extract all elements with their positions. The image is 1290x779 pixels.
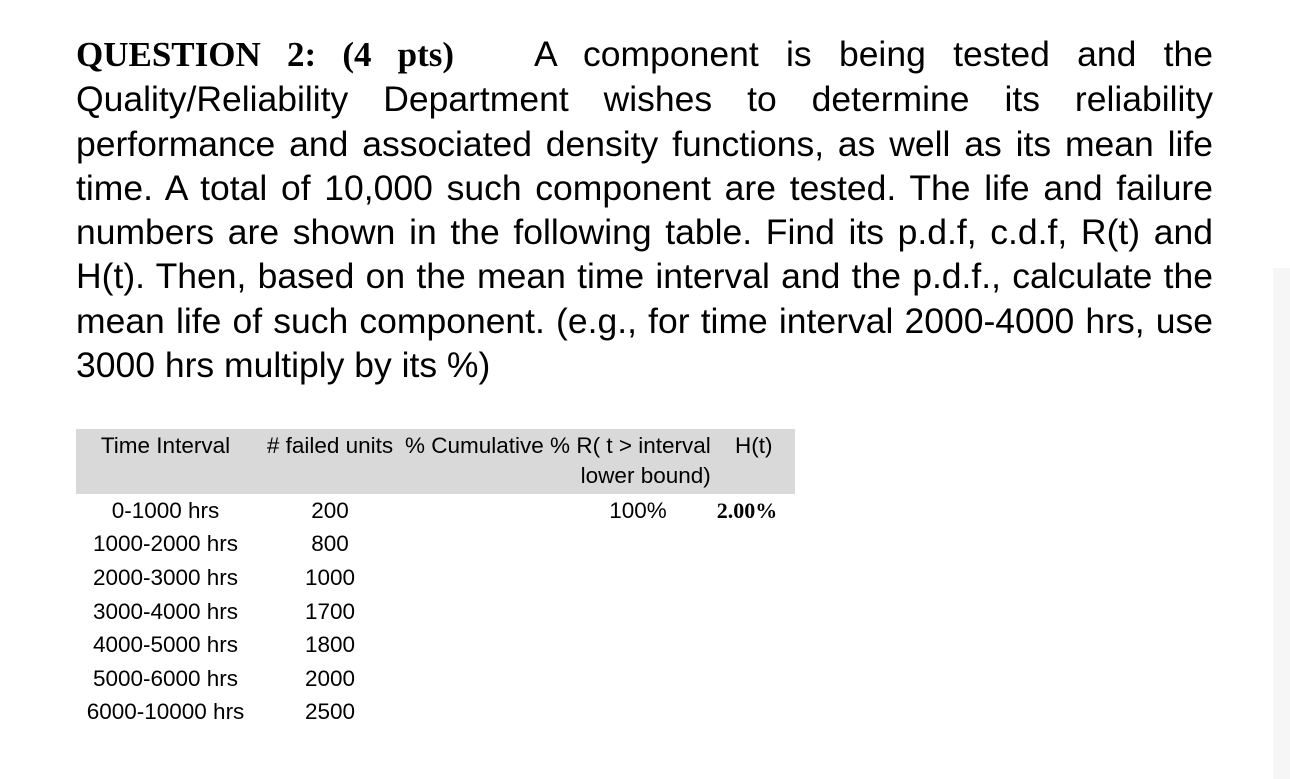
- cell-r: [405, 561, 713, 595]
- cell-failed-units: 800: [311, 531, 349, 557]
- table-row: [76, 561, 795, 595]
- table-row: [76, 662, 795, 696]
- header-r-line1: R( t > interval: [576, 433, 711, 458]
- cell-interval: 5000-6000 hrs: [92, 665, 239, 691]
- cell-r: [405, 595, 713, 629]
- table-row: [76, 494, 795, 528]
- table-row: [76, 696, 795, 730]
- header-failed-units: # failed units: [255, 429, 405, 494]
- cell-failed-units: 1700: [304, 598, 356, 624]
- cell-r: [405, 528, 713, 562]
- cell-h: [713, 628, 795, 662]
- cell-r: [405, 628, 713, 662]
- cell-h: [713, 662, 795, 696]
- cell-h: [713, 561, 795, 595]
- cell-r: 100%: [609, 497, 667, 523]
- table-row: [76, 528, 795, 562]
- cell-h: 2.00%: [716, 497, 778, 523]
- table-row: [76, 628, 795, 662]
- cell-r: [405, 662, 713, 696]
- header-time-interval: Time Interval: [76, 429, 255, 494]
- question-text-block: [76, 32, 1213, 387]
- cell-failed-units: 1800: [304, 632, 356, 658]
- question-body: A component is being tested and the Quality/Reliability Department wishes to determine its reliability performance and associated density functions, as well as its mean life time. A total of 10,000 such component are tested. The life and failure numbers are shown in the following table. Find its p.d.f, c.d.f, R(t) and H(t). Then, based on the mean time interval and the p.d.f., calculate the mean life of such component. (e.g., for time interval 2000-4000 hrs, use 3000 hrs multiply by its %): [76, 34, 1214, 386]
- table-header-row: [76, 429, 795, 494]
- cell-h: [713, 528, 795, 562]
- cell-interval: 4000-5000 hrs: [92, 632, 239, 658]
- table-row: [76, 595, 795, 629]
- page-edge-shadow: [1273, 268, 1290, 779]
- cell-failed-units: 200: [311, 497, 349, 523]
- cell-r: [405, 696, 713, 730]
- cell-interval: 1000-2000 hrs: [92, 531, 239, 557]
- question-label: QUESTION 2: (4 pts): [76, 35, 455, 74]
- cell-failed-units: 1000: [304, 564, 356, 590]
- header-r-line2: lower bound): [580, 463, 711, 488]
- cell-failed-units: 2000: [304, 665, 356, 691]
- cell-interval: 3000-4000 hrs: [92, 598, 239, 624]
- header-h: H(t): [713, 429, 795, 494]
- cell-interval: 2000-3000 hrs: [92, 564, 239, 590]
- header-pct-r: [405, 429, 713, 494]
- cell-failed-units: 2500: [304, 699, 356, 725]
- cell-h: [713, 595, 795, 629]
- header-pct-cumulative: % Cumulative %: [405, 433, 571, 458]
- cell-interval: 6000-10000 hrs: [86, 699, 245, 725]
- cell-interval: 0-1000 hrs: [111, 497, 220, 523]
- cell-h: [713, 696, 795, 730]
- failure-data-table: [76, 429, 795, 729]
